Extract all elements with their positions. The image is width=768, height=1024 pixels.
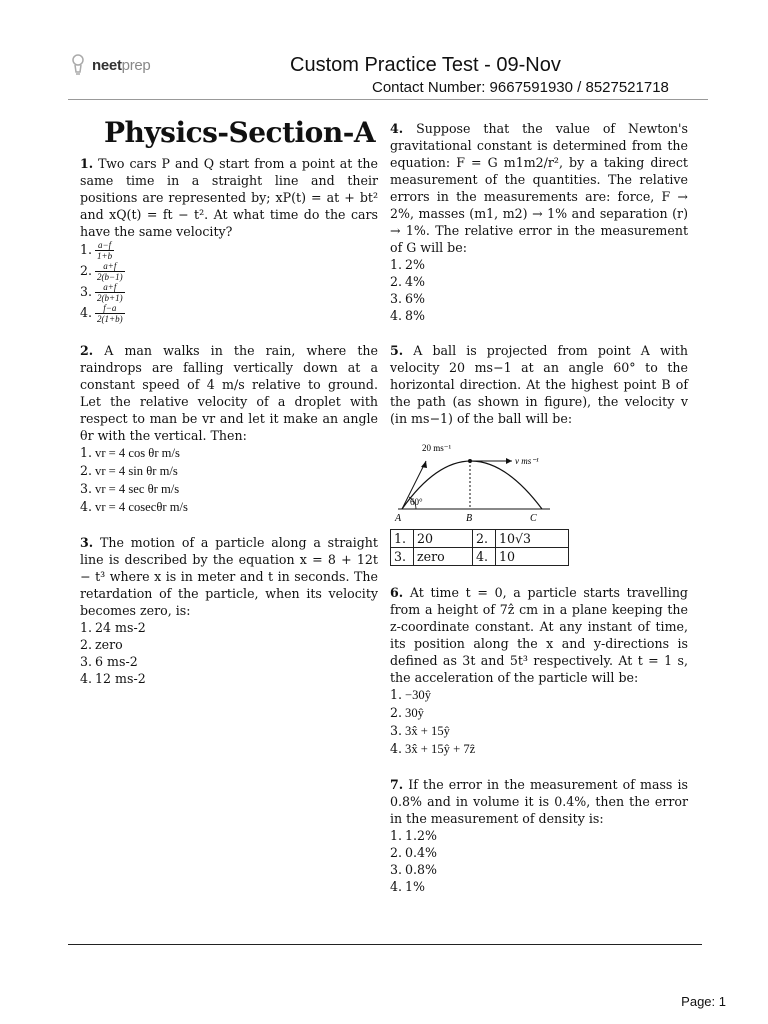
left-column (80, 155, 378, 705)
option-1[interactable]: 1. $\frac{a-f}{1+b}$ (80, 240, 113, 261)
option-1[interactable]: 1. −30ŷ (390, 687, 432, 702)
question-number: 5. (390, 343, 404, 358)
option-1[interactable]: 1. vr = 4 cos θr m/s (80, 445, 180, 460)
option-3[interactable]: 3. vr = 4 sec θr m/s (80, 481, 180, 496)
velocity-label: v ms⁻¹ (515, 456, 539, 466)
question-text: Suppose that the value of Newton's gravitational constant is determined from the equation: F = G m1m2/r², by a taking direct measurement of the quantities. The relative errors in the measurements are: force, F → 2%, masses (m1, m2) → 1% and separation (r) → 1%. The relative error in the measurement of G will be: (390, 121, 688, 255)
table-cell: 2. (473, 530, 496, 548)
table-cell[interactable]: zero (414, 548, 473, 566)
question-1 (80, 155, 378, 324)
answer-table (390, 529, 569, 566)
option-4[interactable]: 4. 12 ms-2 (80, 671, 146, 686)
section-title: Physics-Section-A (104, 116, 376, 149)
question-7 (390, 776, 688, 895)
option-2[interactable]: 2. 30ŷ (390, 705, 424, 720)
fraction: $\frac{f-a}{2(1+b)}$ (97, 303, 123, 324)
table-cell: 3. (391, 548, 414, 566)
option-4[interactable]: 4. vr = 4 cosecθr m/s (80, 499, 188, 514)
point-b-label: B (466, 513, 473, 523)
logo-text: neetprep (92, 56, 151, 74)
option-3[interactable]: 3. 3x̂ + 15ŷ (390, 723, 450, 738)
question-number: 4. (390, 121, 404, 136)
table-cell[interactable]: 10√3 (496, 530, 569, 548)
header-divider (68, 99, 708, 100)
question-6 (390, 584, 688, 758)
point-c-label: C (530, 513, 537, 523)
option-3[interactable]: 3. 0.8% (390, 862, 438, 877)
question-text: The motion of a particle along a straight line is described by the equation x = 8 + 12t − t³ where x is in meter and t in seconds. The retardation of the particle, when its velocity becomes zero, is: (80, 535, 378, 618)
option-2[interactable]: 2. vr = 4 sin θr m/s (80, 463, 178, 478)
question-4 (390, 120, 688, 324)
speed-label: 20 ms⁻¹ (422, 443, 452, 453)
question-number: 7. (390, 777, 404, 792)
footer-divider (68, 944, 702, 945)
angle-label: 60° (410, 497, 423, 507)
projectile-figure (390, 431, 560, 523)
table-cell: 4. (473, 548, 496, 566)
bulb-person-icon (70, 53, 90, 77)
option-3[interactable]: 3. 6% (390, 291, 426, 306)
question-number: 6. (390, 585, 404, 600)
table-cell: 1. (391, 530, 414, 548)
question-number: 1. (80, 156, 94, 171)
question-5 (390, 342, 688, 566)
option-1[interactable]: 1. 24 ms-2 (80, 620, 146, 635)
fraction: $\frac{a-f}{1+b}$ (97, 240, 113, 261)
right-column (390, 120, 688, 913)
option-4[interactable]: 4. 1% (390, 879, 426, 894)
neetprep-logo (70, 52, 150, 78)
fraction: $\frac{a+f}{2(b-1)}$ (97, 261, 123, 282)
table-row (391, 548, 569, 566)
table-cell[interactable]: 10 (496, 548, 569, 566)
question-text: Two cars P and Q start from a point at the same time in a straight line and their positions are represented by; xP(t) = at + bt² and xQ(t) = ft − t². At what time do the cars have the same velocity? (80, 156, 378, 239)
option-1[interactable]: 1. 1.2% (390, 828, 438, 843)
table-cell[interactable]: 20 (414, 530, 473, 548)
page-number: Page: 1 (681, 994, 726, 1009)
question-text: A ball is projected from point A with velocity 20 ms−1 at an angle 60° to the horizontal direction. At the highest point B of the path (as shown in figure), the velocity v (in ms−1) of the ball will be: (390, 343, 688, 426)
option-4[interactable]: 4. $\frac{f-a}{2(1+b)}$ (80, 303, 123, 324)
question-text: If the error in the measurement of mass is 0.8% and in volume it is 0.4%, then the error in the measurement of density is: (390, 777, 688, 826)
question-number: 2. (80, 343, 94, 358)
contact-number: Contact Number: 9667591930 / 8527521718 (372, 79, 669, 96)
fraction: $\frac{a+f}{2(b+1)}$ (97, 282, 123, 303)
option-2[interactable]: 2. 0.4% (390, 845, 438, 860)
option-4[interactable]: 4. 3x̂ + 15ŷ + 7ẑ (390, 741, 476, 756)
table-row (391, 530, 569, 548)
test-title: Custom Practice Test - 09-Nov (290, 54, 561, 76)
question-3 (80, 534, 378, 687)
option-2[interactable]: 2. $\frac{a+f}{2(b-1)}$ (80, 261, 123, 282)
option-1[interactable]: 1. 2% (390, 257, 426, 272)
option-2[interactable]: 2. zero (80, 637, 123, 652)
option-3[interactable]: 3. 6 ms-2 (80, 654, 138, 669)
question-number: 3. (80, 535, 94, 550)
point-a-label: A (395, 513, 402, 523)
option-3[interactable]: 3. $\frac{a+f}{2(b+1)}$ (80, 282, 123, 303)
option-4[interactable]: 4. 8% (390, 308, 426, 323)
question-2 (80, 342, 378, 516)
question-text: At time t = 0, a particle starts travelling from a height of 7ẑ cm in a plane keeping the z-coordinate constant. At any instant of time, its position along the x and y-directions is defined as 3t and 5t³ respectively. At t = 1 s, the acceleration of the particle will be: (390, 585, 688, 685)
option-2[interactable]: 2. 4% (390, 274, 426, 289)
question-text: A man walks in the rain, where the raindrops are falling vertically down at a constant speed of 4 m/s relative to ground. Let the relative velocity of a droplet with respect to man be vr and let it make an angle θr with the vertical. Then: (80, 343, 378, 443)
